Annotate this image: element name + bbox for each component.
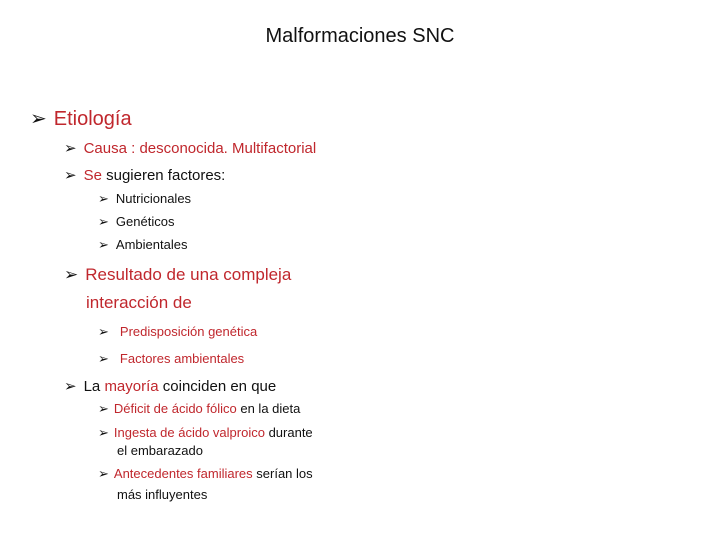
arrow-bullet-icon: ➢	[98, 351, 109, 366]
bullet-resultado	[64, 265, 291, 285]
bullet-text: Etiología	[53, 108, 132, 130]
arrow-bullet-icon: ➢	[64, 167, 77, 184]
bullet-etiologia	[30, 106, 132, 131]
bullet-text-emph: mayoría	[104, 378, 159, 395]
arrow-bullet-icon: ➢	[98, 401, 109, 416]
arrow-bullet-icon: ➢	[98, 324, 109, 339]
bullet-text-emph: Déficit de ácido fólico	[113, 401, 237, 416]
arrow-bullet-icon: ➢	[64, 265, 79, 284]
bullet-resultado-cont	[86, 293, 192, 313]
bullet-text: sugieren factores:	[101, 167, 226, 184]
bullet-text: Predisposición genética	[119, 324, 258, 339]
bullet-factor	[98, 191, 191, 207]
bullet-interaccion	[98, 324, 257, 340]
bullet-factor	[98, 237, 187, 253]
arrow-bullet-icon: ➢	[30, 108, 47, 130]
bullet-antecedentes	[98, 466, 313, 482]
bullet-causa	[64, 139, 316, 157]
arrow-bullet-icon: ➢	[98, 191, 109, 206]
slide-title: Malformaciones SNC	[265, 25, 455, 47]
bullet-text: Nutricionales	[115, 191, 192, 206]
arrow-bullet-icon: ➢	[98, 425, 109, 440]
bullet-text: durante	[264, 425, 313, 440]
bullet-ingesta	[98, 425, 313, 441]
arrow-bullet-icon: ➢	[98, 214, 109, 229]
bullet-text: Genéticos	[115, 214, 175, 229]
bullet-mayoria	[64, 377, 276, 395]
bullet-antecedentes-cont	[117, 487, 207, 502]
bullet-text: Factores ambientales	[119, 351, 245, 366]
bullet-ingesta-cont	[117, 443, 203, 458]
arrow-bullet-icon: ➢	[98, 237, 109, 252]
bullet-text: serían los	[252, 466, 313, 481]
bullet-text: Causa : desconocida.	[83, 140, 233, 157]
bullet-text: Ambientales	[115, 237, 188, 252]
bullet-text: coinciden en que	[158, 378, 277, 395]
arrow-bullet-icon: ➢	[64, 140, 77, 157]
bullet-text: La	[83, 378, 105, 395]
bullet-text: Se	[83, 167, 102, 184]
bullet-text-emph: Ingesta de ácido valproico	[113, 425, 265, 440]
arrow-bullet-icon: ➢	[64, 378, 77, 395]
bullet-text: el embarazado	[117, 443, 203, 458]
bullet-text: en la dieta	[236, 401, 301, 416]
bullet-sugieren	[64, 166, 225, 184]
bullet-text: Resultado de una compleja	[85, 265, 292, 284]
bullet-text-emph: Antecedentes familiares	[113, 466, 253, 481]
arrow-bullet-icon: ➢	[98, 466, 109, 481]
bullet-text: más influyentes	[117, 487, 208, 502]
bullet-text-emph: Multifactorial	[232, 140, 317, 157]
bullet-text: interacción de	[86, 293, 192, 312]
bullet-interaccion	[98, 351, 244, 367]
bullet-factor	[98, 214, 174, 230]
bullet-deficit	[98, 401, 300, 417]
